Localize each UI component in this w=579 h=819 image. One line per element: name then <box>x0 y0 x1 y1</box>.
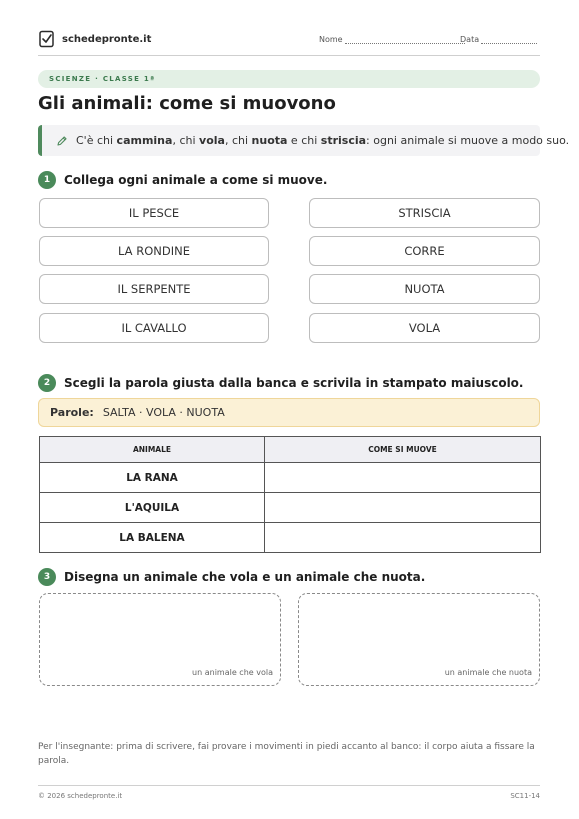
page-title: Gli animali: come si muovono <box>38 93 336 114</box>
animal-card[interactable]: IL CAVALLO <box>39 313 269 343</box>
exercise-number: 3 <box>38 568 56 586</box>
answer-cell[interactable] <box>265 523 541 553</box>
animal-cell: LA RANA <box>40 463 265 493</box>
word-bank-label: Parole: <box>50 406 94 419</box>
animal-card[interactable]: IL PESCE <box>39 198 269 228</box>
movement-card[interactable]: NUOTA <box>309 274 540 304</box>
exercise-2-heading <box>38 374 524 392</box>
teacher-note: Per l'insegnante: prima di scrivere, fai provare i movimenti in piedi accanto al banco: il corpo aiuta a fissare la parola. <box>38 742 535 766</box>
drawing-caption: un animale che nuota <box>444 668 532 677</box>
exercise-1-heading <box>38 171 327 189</box>
animal-card[interactable]: LA RONDINE <box>39 236 269 266</box>
page-footer <box>38 785 540 800</box>
table-row <box>40 463 541 493</box>
name-line <box>345 36 465 44</box>
animal-card[interactable]: IL SERPENTE <box>39 274 269 304</box>
subject-badge: SCIENZE · CLASSE 1ª <box>38 70 540 88</box>
table-header-row <box>40 437 541 463</box>
movement-card[interactable]: STRISCIA <box>309 198 540 228</box>
drawing-area-swimming[interactable] <box>298 593 540 686</box>
exercise-instruction: Disegna un animale che vola e un animale che nuota. <box>64 570 426 584</box>
movement-card[interactable]: CORRE <box>309 236 540 266</box>
animal-cell: LA BALENA <box>40 523 265 553</box>
movement-card[interactable]: VOLA <box>309 313 540 343</box>
table-row <box>40 493 541 523</box>
date-label: Data <box>460 35 480 44</box>
name-field[interactable] <box>319 35 465 44</box>
table-header-animal: ANIMALE <box>40 437 265 463</box>
word-bank-words: SALTA · VOLA · NUOTA <box>102 406 225 419</box>
intro-text: C'è chi cammina, chi vola, chi nuota e chi striscia: ogni animale si muove a modo suo. <box>76 134 570 147</box>
name-label: Nome <box>319 35 343 44</box>
answer-cell[interactable] <box>265 463 541 493</box>
drawing-area-flying[interactable] <box>39 593 281 686</box>
word-bank <box>38 398 540 427</box>
brand-name: schedepronte.it <box>62 33 152 45</box>
brand-logo <box>38 30 151 48</box>
answer-table <box>39 436 541 553</box>
copyright-text: © 2026 schedepronte.it <box>38 792 123 800</box>
exercise-instruction: Scegli la parola giusta dalla banca e scrivila in stampato maiuscolo. <box>64 376 524 390</box>
date-field[interactable] <box>460 35 537 44</box>
worksheet-code: SC11-14 <box>510 792 540 800</box>
pencil-icon <box>56 135 68 147</box>
checked-document-icon <box>38 30 56 48</box>
date-line <box>481 36 537 44</box>
intro-box <box>38 125 570 156</box>
answer-cell[interactable] <box>265 493 541 523</box>
table-row <box>40 523 541 553</box>
animal-cell: L'AQUILA <box>40 493 265 523</box>
exercise-number: 1 <box>38 171 56 189</box>
table-header-movement: COME SI MUOVE <box>265 437 541 463</box>
exercise-3-heading <box>38 568 425 586</box>
exercise-number: 2 <box>38 374 56 392</box>
page-header <box>38 30 540 56</box>
drawing-caption: un animale che vola <box>192 668 273 677</box>
exercise-instruction: Collega ogni animale a come si muove. <box>64 173 328 187</box>
